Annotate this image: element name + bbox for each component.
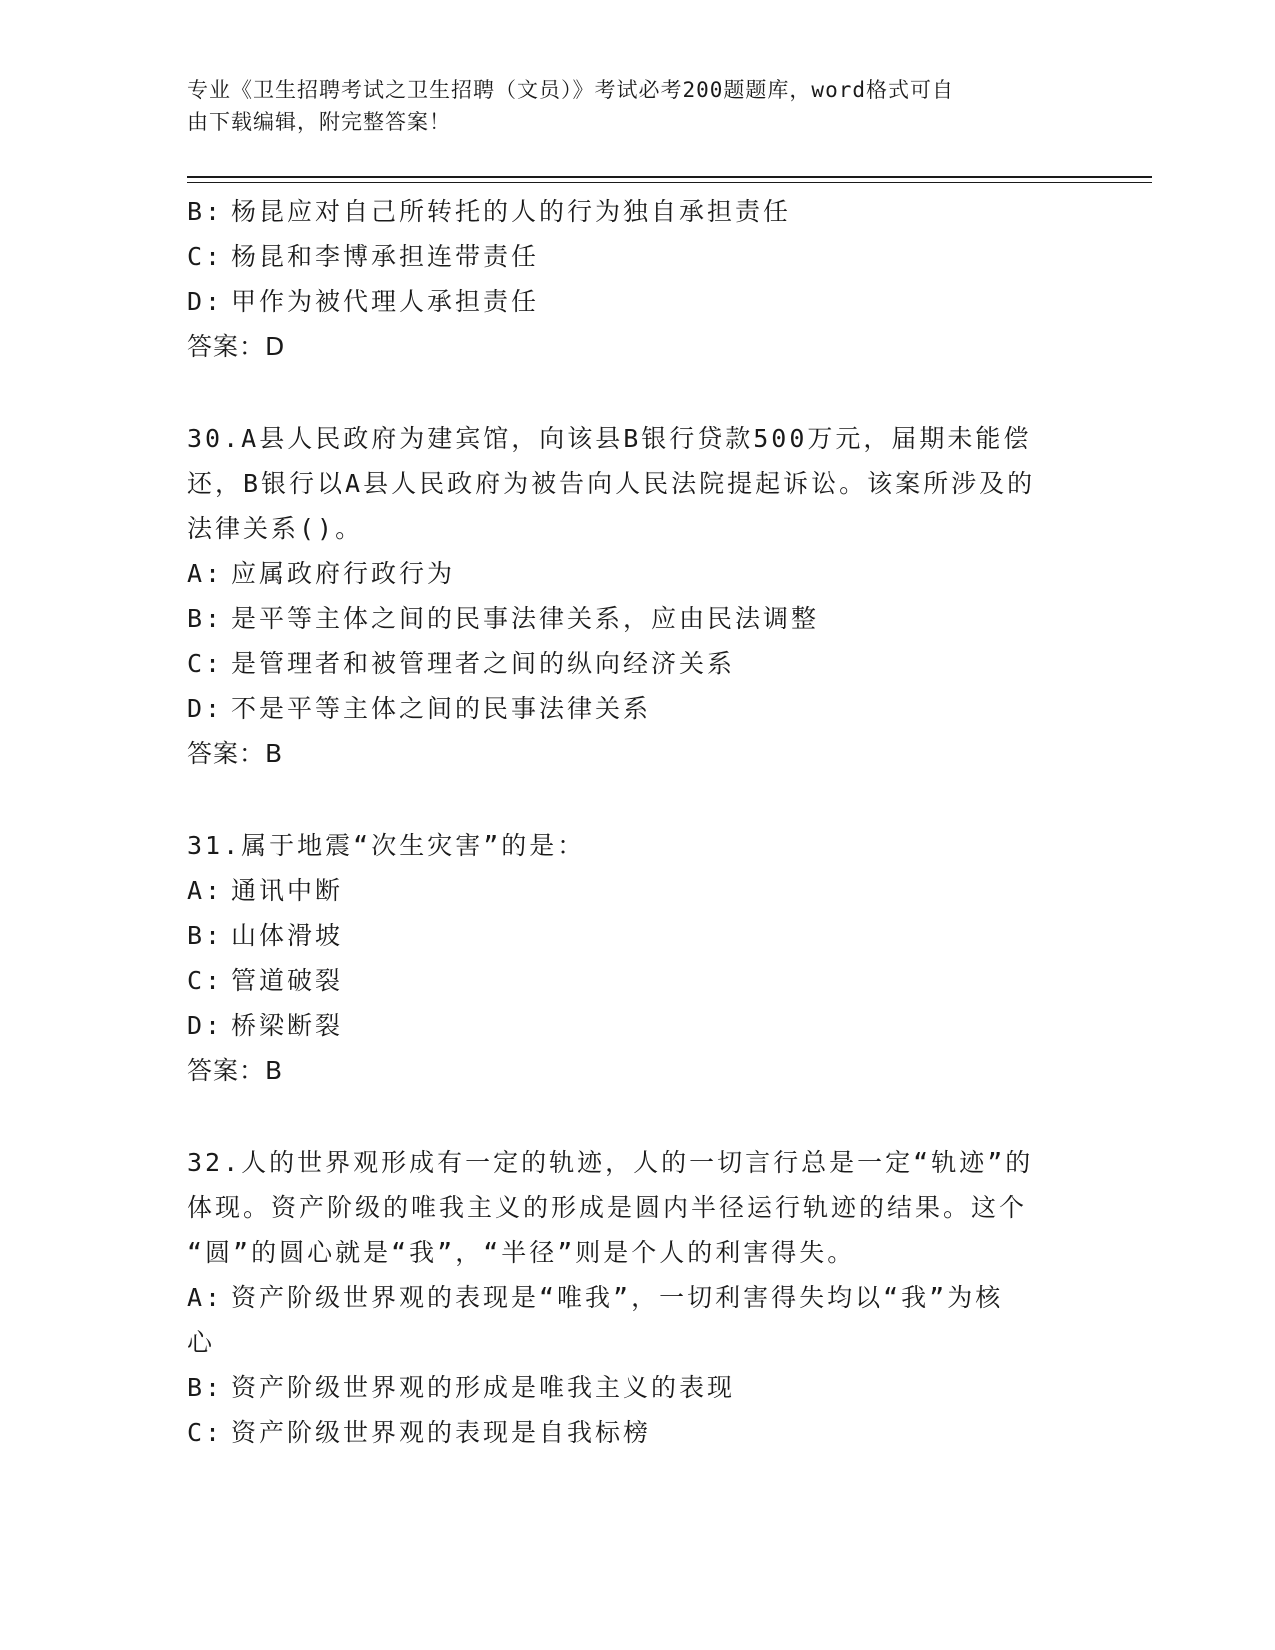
option-label: C: — [187, 1418, 224, 1447]
option-text: 资产阶级世界观的表现是自我标榜 — [231, 1418, 652, 1447]
option-text: 应属政府行政行为 — [231, 559, 456, 588]
option-label: D: — [187, 694, 224, 723]
option-b — [187, 1365, 1087, 1410]
question-list — [187, 189, 1087, 1455]
question-text-line: 法律关系()。 — [187, 514, 364, 543]
option-label: C: — [187, 966, 224, 995]
option-a — [187, 1275, 1087, 1320]
option-d — [187, 686, 1087, 731]
option-a-continued: 心 — [187, 1328, 216, 1357]
option-text: 甲作为被代理人承担责任 — [231, 287, 540, 316]
option-c — [187, 234, 1087, 279]
option-text: 桥梁断裂 — [231, 1011, 344, 1040]
option-text: 杨昆应对自己所转托的人的行为独自承担责任 — [231, 197, 792, 226]
option-b — [187, 189, 1087, 234]
answer-line: 答案：B — [187, 739, 284, 768]
question-text-line: 30.A县人民政府为建宾馆，向该县B银行贷款500万元，届期未能偿 — [187, 424, 1032, 453]
question-text-line: 体现。资产阶级的唯我主义的形成是圆内半径运行轨迹的结果。这个 — [187, 1193, 1028, 1222]
option-c — [187, 641, 1087, 686]
option-label: A: — [187, 559, 224, 588]
option-text: 资产阶级世界观的表现是“唯我”，一切利害得失均以“我”为核 — [231, 1283, 1004, 1312]
option-d — [187, 1003, 1087, 1048]
question-text-line: 32.人的世界观形成有一定的轨迹，人的一切言行总是一定“轨迹”的 — [187, 1148, 1034, 1177]
question-30 — [187, 416, 1087, 776]
option-label: D: — [187, 287, 224, 316]
question-text-line: 还，B银行以A县人民政府为被告向人民法院提起诉讼。该案所涉及的 — [187, 469, 1036, 498]
option-label: C: — [187, 649, 224, 678]
option-c — [187, 1410, 1087, 1455]
header-line-2: 由下载编辑，附完整答案！ — [187, 110, 451, 134]
question-text-line: 31.属于地震“次生灾害”的是： — [187, 831, 586, 860]
header-rule-thin — [187, 182, 1152, 183]
option-c — [187, 958, 1087, 1003]
option-label: B: — [187, 921, 224, 950]
option-label: B: — [187, 604, 224, 633]
option-label: B: — [187, 1373, 224, 1402]
question-32 — [187, 1140, 1087, 1455]
question-29-continued — [187, 189, 1087, 369]
option-text: 是平等主体之间的民事法律关系，应由民法调整 — [231, 604, 820, 633]
answer-line: 答案：D — [187, 332, 286, 361]
question-text-line: “圆”的圆心就是“我”，“半径”则是个人的利害得失。 — [187, 1238, 856, 1267]
option-b — [187, 913, 1087, 958]
option-text: 资产阶级世界观的形成是唯我主义的表现 — [231, 1373, 736, 1402]
option-text: 通讯中断 — [231, 876, 344, 905]
option-label: A: — [187, 1283, 224, 1312]
question-31 — [187, 823, 1087, 1093]
option-text: 管道破裂 — [231, 966, 344, 995]
header-line-1: 专业《卫生招聘考试之卫生招聘（文员）》考试必考200题题库，word格式可自 — [187, 78, 954, 102]
option-text: 杨昆和李博承担连带责任 — [231, 242, 540, 271]
option-d — [187, 279, 1087, 324]
option-a — [187, 551, 1087, 596]
option-b — [187, 596, 1087, 641]
option-label: A: — [187, 876, 224, 905]
option-text: 是管理者和被管理者之间的纵向经济关系 — [231, 649, 736, 678]
option-label: C: — [187, 242, 224, 271]
option-label: B: — [187, 197, 224, 226]
option-text: 山体滑坡 — [231, 921, 344, 950]
answer-line: 答案：B — [187, 1056, 284, 1085]
document-header — [187, 74, 1067, 138]
option-a — [187, 868, 1087, 913]
option-label: D: — [187, 1011, 224, 1040]
header-rule-thick — [187, 176, 1152, 178]
option-text: 不是平等主体之间的民事法律关系 — [231, 694, 652, 723]
